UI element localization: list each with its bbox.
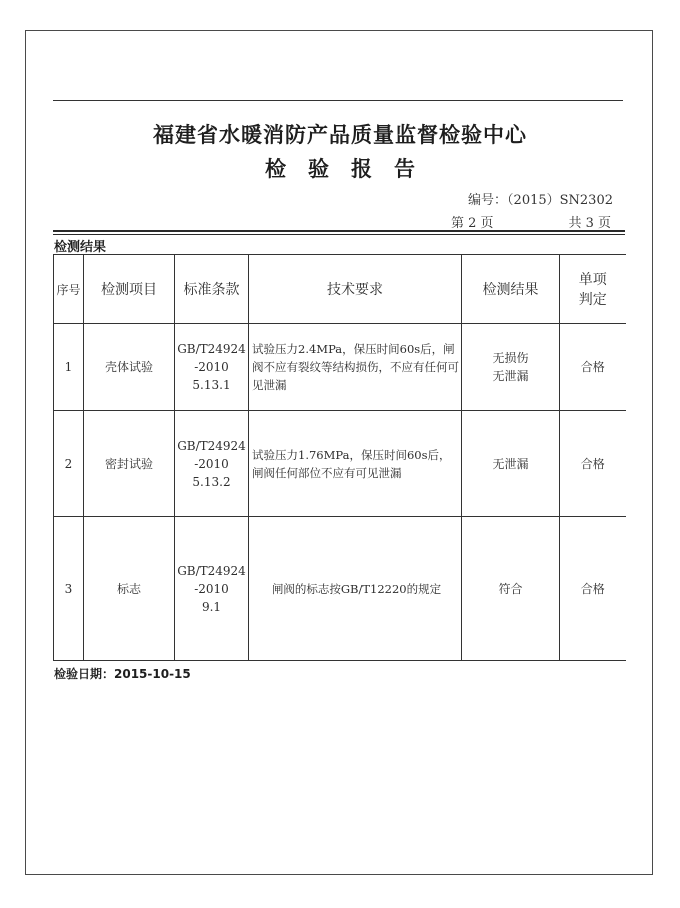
cell-result: 无泄漏: [462, 411, 560, 517]
report-number: 编号：（2015）SN2302: [468, 193, 613, 208]
section-label: 检测结果: [54, 240, 107, 255]
section-rule-thin: [53, 234, 625, 235]
cell-no: 3: [54, 517, 84, 661]
table-row: [54, 324, 626, 411]
cell-item: 标志: [84, 517, 175, 661]
section-rule-thick: [53, 230, 625, 232]
header-judgement: 单项 判定: [560, 255, 626, 324]
cell-requirement: 试验压力2.4MPa，保压时间60s后，闸阀不应有裂纹等结构损伤，不应有任何可见泄漏: [249, 324, 462, 411]
organization-title: 福建省水暖消防产品质量监督检验中心: [153, 123, 527, 147]
cell-judgement: 合格: [560, 324, 626, 411]
page-total: 共 3 页: [568, 216, 611, 231]
cell-judgement: 合格: [560, 411, 626, 517]
inspection-date: 检验日期：2015-10-15: [54, 667, 191, 681]
cell-clause: GB/T24924 -2010 5.13.2: [175, 411, 249, 517]
cell-result: 无损伤 无泄漏: [462, 324, 560, 411]
cell-item: 密封试验: [84, 411, 175, 517]
table-header-row: [54, 255, 626, 324]
cell-judgement: 合格: [560, 517, 626, 661]
header-result: 检测结果: [462, 255, 560, 324]
results-table: [53, 254, 626, 661]
cell-requirement: 试验压力1.76MPa，保压时间60s后，闸阀任何部位不应有可见泄漏: [249, 411, 462, 517]
cell-item: 壳体试验: [84, 324, 175, 411]
page-current: 第 2 页: [451, 216, 494, 231]
header-requirement: 技术要求: [249, 255, 462, 324]
header-item: 检测项目: [84, 255, 175, 324]
report-title: 检验报告: [265, 157, 437, 181]
cell-requirement: 闸阀的标志按GB/T12220的规定: [249, 517, 462, 661]
cell-clause: GB/T24924 -2010 9.1: [175, 517, 249, 661]
table-row: [54, 411, 626, 517]
header-no: 序号: [54, 255, 84, 324]
cell-no: 1: [54, 324, 84, 411]
cell-result: 符合: [462, 517, 560, 661]
header-rule: [53, 100, 623, 101]
cell-clause: GB/T24924 -2010 5.13.1: [175, 324, 249, 411]
cell-no: 2: [54, 411, 84, 517]
table-row: [54, 517, 626, 661]
header-clause: 标准条款: [175, 255, 249, 324]
